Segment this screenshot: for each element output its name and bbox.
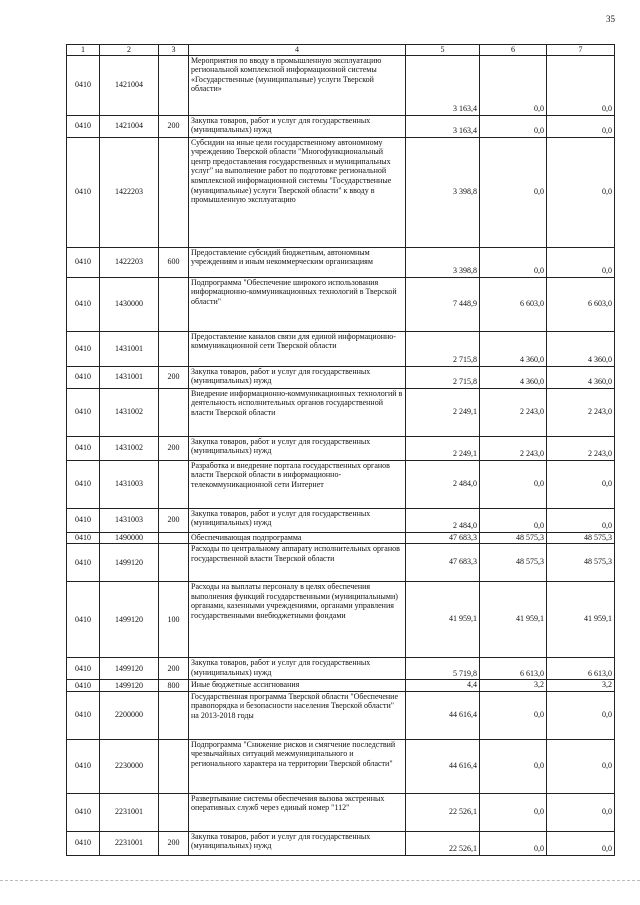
amount-col7: 0,0: [547, 831, 615, 855]
amount-col6: 4 360,0: [480, 331, 547, 366]
target-code: 1431001: [100, 366, 159, 388]
row-description: Закупка товаров, работ и услуг для государственных (муниципальных) нужд: [189, 366, 406, 388]
amount-col5: 7 448,9: [406, 277, 480, 331]
amount-col7: 41 959,1: [547, 582, 615, 658]
amount-col6: 6 613,0: [480, 658, 547, 680]
page-bottom-divider: [0, 880, 640, 881]
expense-type-code: [159, 460, 189, 508]
section-code: 0410: [67, 55, 100, 115]
section-code: 0410: [67, 544, 100, 582]
row-description: Мероприятия по вводу в промышленную эксплуатацию региональной комплексной информационной системы «Государственные (муниципальные) услуги Тверской области»: [189, 55, 406, 115]
expense-type-code: [159, 331, 189, 366]
amount-col7: 6 603,0: [547, 277, 615, 331]
section-code: 0410: [67, 680, 100, 692]
table-row: [67, 366, 615, 388]
section-code: 0410: [67, 366, 100, 388]
amount-col7: 4 360,0: [547, 366, 615, 388]
section-code: 0410: [67, 436, 100, 460]
table-row: [67, 436, 615, 460]
amount-col5: 41 959,1: [406, 582, 480, 658]
header-cell: 6: [480, 45, 547, 56]
target-code: 2200000: [100, 691, 159, 739]
amount-col6: 0,0: [480, 508, 547, 532]
table-row: [67, 247, 615, 277]
amount-col6: 48 575,3: [480, 544, 547, 582]
row-description: Подпрограмма "Обеспечение широкого использования информационно-коммуникационных технологий в Тверской области": [189, 277, 406, 331]
target-code: 2231001: [100, 793, 159, 831]
amount-col5: 3 163,4: [406, 55, 480, 115]
row-description: Иные бюджетные ассигнования: [189, 680, 406, 692]
expense-type-code: [159, 55, 189, 115]
amount-col7: 48 575,3: [547, 532, 615, 544]
header-cell: 5: [406, 45, 480, 56]
amount-col5: 2 715,8: [406, 331, 480, 366]
header-cell: 3: [159, 45, 189, 56]
amount-col7: 0,0: [547, 739, 615, 793]
row-description: Расходы на выплаты персоналу в целях обеспечения выполнения функций государственными (муниципальными) органами, казенными учреждениями, органами управления государственными внебюджетными фондами: [189, 582, 406, 658]
table-row: [67, 331, 615, 366]
target-code: 1499120: [100, 658, 159, 680]
table-row: [67, 680, 615, 692]
table-header: [67, 45, 615, 56]
target-code: 1499120: [100, 680, 159, 692]
target-code: 1421004: [100, 115, 159, 137]
amount-col5: 2 715,8: [406, 366, 480, 388]
amount-col7: 0,0: [547, 508, 615, 532]
amount-col5: 44 616,4: [406, 739, 480, 793]
amount-col5: 3 163,4: [406, 115, 480, 137]
amount-col5: 47 683,3: [406, 544, 480, 582]
amount-col7: 0,0: [547, 115, 615, 137]
section-code: 0410: [67, 277, 100, 331]
amount-col7: 0,0: [547, 793, 615, 831]
amount-col5: 2 484,0: [406, 460, 480, 508]
table-row: [67, 658, 615, 680]
expense-type-code: 100: [159, 582, 189, 658]
table-row: [67, 388, 615, 436]
target-code: 2231001: [100, 831, 159, 855]
amount-col6: 0,0: [480, 55, 547, 115]
target-code: 1422203: [100, 247, 159, 277]
header-cell: 2: [100, 45, 159, 56]
amount-col6: 0,0: [480, 115, 547, 137]
target-code: 1421004: [100, 55, 159, 115]
row-description: Подпрограмма "Снижение рисков и смягчение последствий чрезвычайных ситуаций межмуниципального и регионального характера на территории Тверской области": [189, 739, 406, 793]
amount-col6: 0,0: [480, 460, 547, 508]
target-code: 1490000: [100, 532, 159, 544]
target-code: 1499120: [100, 544, 159, 582]
amount-col7: 6 613,0: [547, 658, 615, 680]
expense-type-code: 200: [159, 115, 189, 137]
table-row: [67, 460, 615, 508]
row-description: Закупка товаров, работ и услуг для государственных (муниципальных) нужд: [189, 831, 406, 855]
row-description: Расходы по центральному аппарату исполнительных органов государственной власти Тверской области: [189, 544, 406, 582]
amount-col7: 0,0: [547, 247, 615, 277]
row-description: Закупка товаров, работ и услуг для государственных (муниципальных) нужд: [189, 658, 406, 680]
row-description: Внедрение информационно-коммуникационных технологий в деятельность исполнительных органов государственной власти Тверской области: [189, 388, 406, 436]
row-description: Предоставление субсидий бюджетным, автономным учреждениям и иным некоммерческим организациям: [189, 247, 406, 277]
row-description: Разработка и внедрение портала государственных органов власти Тверской области в информационно-телекоммуникационной сети Интернет: [189, 460, 406, 508]
amount-col6: 2 243,0: [480, 388, 547, 436]
amount-col5: 3 398,8: [406, 247, 480, 277]
row-description: Предоставление каналов связи для единой информационно-коммуникационной сети Тверской области: [189, 331, 406, 366]
table-row: [67, 831, 615, 855]
amount-col7: 0,0: [547, 460, 615, 508]
target-code: 1431002: [100, 436, 159, 460]
expense-type-code: [159, 137, 189, 247]
amount-col5: 22 526,1: [406, 831, 480, 855]
table-row: [67, 793, 615, 831]
budget-table: [66, 44, 615, 856]
amount-col6: 0,0: [480, 793, 547, 831]
section-code: 0410: [67, 793, 100, 831]
expense-type-code: 200: [159, 831, 189, 855]
section-code: 0410: [67, 691, 100, 739]
amount-col6: 2 243,0: [480, 436, 547, 460]
amount-col6: 41 959,1: [480, 582, 547, 658]
target-code: 1431003: [100, 508, 159, 532]
row-description: Обеспечивающая подпрограмма: [189, 532, 406, 544]
row-description: Закупка товаров, работ и услуг для государственных (муниципальных) нужд: [189, 115, 406, 137]
amount-col6: 0,0: [480, 691, 547, 739]
amount-col6: 6 603,0: [480, 277, 547, 331]
amount-col5: 2 249,1: [406, 436, 480, 460]
expense-type-code: [159, 388, 189, 436]
expense-type-code: 200: [159, 436, 189, 460]
section-code: 0410: [67, 508, 100, 532]
expense-type-code: 800: [159, 680, 189, 692]
amount-col6: 0,0: [480, 247, 547, 277]
row-description: Развертывание системы обеспечения вызова экстренных оперативных служб через единый номер "112": [189, 793, 406, 831]
amount-col5: 3 398,8: [406, 137, 480, 247]
section-code: 0410: [67, 331, 100, 366]
section-code: 0410: [67, 137, 100, 247]
row-description: Закупка товаров, работ и услуг для государственных (муниципальных) нужд: [189, 508, 406, 532]
header-cell: 4: [189, 45, 406, 56]
target-code: 2230000: [100, 739, 159, 793]
expense-type-code: [159, 691, 189, 739]
row-description: Закупка товаров, работ и услуг для государственных (муниципальных) нужд: [189, 436, 406, 460]
section-code: 0410: [67, 739, 100, 793]
expense-type-code: [159, 739, 189, 793]
section-code: 0410: [67, 582, 100, 658]
amount-col7: 0,0: [547, 691, 615, 739]
amount-col5: 44 616,4: [406, 691, 480, 739]
section-code: 0410: [67, 658, 100, 680]
expense-type-code: 200: [159, 658, 189, 680]
page-number: 35: [606, 14, 615, 24]
table-row: [67, 508, 615, 532]
expense-type-code: [159, 793, 189, 831]
table-row: [67, 582, 615, 658]
expense-type-code: 600: [159, 247, 189, 277]
expense-type-code: 200: [159, 508, 189, 532]
table-row: [67, 55, 615, 115]
table-row: [67, 739, 615, 793]
amount-col6: 48 575,3: [480, 532, 547, 544]
amount-col7: 3,2: [547, 680, 615, 692]
target-code: 1422203: [100, 137, 159, 247]
expense-type-code: [159, 277, 189, 331]
header-cell: 1: [67, 45, 100, 56]
table-row: [67, 532, 615, 544]
expense-type-code: [159, 532, 189, 544]
amount-col6: 0,0: [480, 831, 547, 855]
section-code: 0410: [67, 460, 100, 508]
amount-col5: 2 484,0: [406, 508, 480, 532]
amount-col7: 48 575,3: [547, 544, 615, 582]
amount-col7: 4 360,0: [547, 331, 615, 366]
amount-col6: 0,0: [480, 739, 547, 793]
section-code: 0410: [67, 532, 100, 544]
amount-col7: 2 243,0: [547, 388, 615, 436]
target-code: 1431001: [100, 331, 159, 366]
target-code: 1430000: [100, 277, 159, 331]
table-row: [67, 115, 615, 137]
row-description: Государственная программа Тверской области "Обеспечение правопорядка и безопасности населения Тверской области" на 2013-2018 годы: [189, 691, 406, 739]
header-cell: 7: [547, 45, 615, 56]
amount-col6: 0,0: [480, 137, 547, 247]
target-code: 1431002: [100, 388, 159, 436]
target-code: 1431003: [100, 460, 159, 508]
section-code: 0410: [67, 247, 100, 277]
table-row: [67, 691, 615, 739]
amount-col5: 4,4: [406, 680, 480, 692]
amount-col5: 5 719,8: [406, 658, 480, 680]
section-code: 0410: [67, 388, 100, 436]
row-description: Субсидии на иные цели государственному автономному учреждению Тверской области "Многофункциональный центр предоставления государственных и муниципальных услуг" на выполнение работ по подготовке региональной комплексной информационной системы "Государственные (муниципальные) услуги Тверской области" к вводу в промышленную эксплуатацию: [189, 137, 406, 247]
amount-col6: 3,2: [480, 680, 547, 692]
section-code: 0410: [67, 115, 100, 137]
section-code: 0410: [67, 831, 100, 855]
amount-col5: 2 249,1: [406, 388, 480, 436]
table-row: [67, 137, 615, 247]
amount-col5: 47 683,3: [406, 532, 480, 544]
amount-col6: 4 360,0: [480, 366, 547, 388]
amount-col5: 22 526,1: [406, 793, 480, 831]
expense-type-code: 200: [159, 366, 189, 388]
table-row: [67, 277, 615, 331]
table-row: [67, 544, 615, 582]
expense-type-code: [159, 544, 189, 582]
target-code: 1499120: [100, 582, 159, 658]
amount-col7: 0,0: [547, 55, 615, 115]
amount-col7: 2 243,0: [547, 436, 615, 460]
amount-col7: 0,0: [547, 137, 615, 247]
